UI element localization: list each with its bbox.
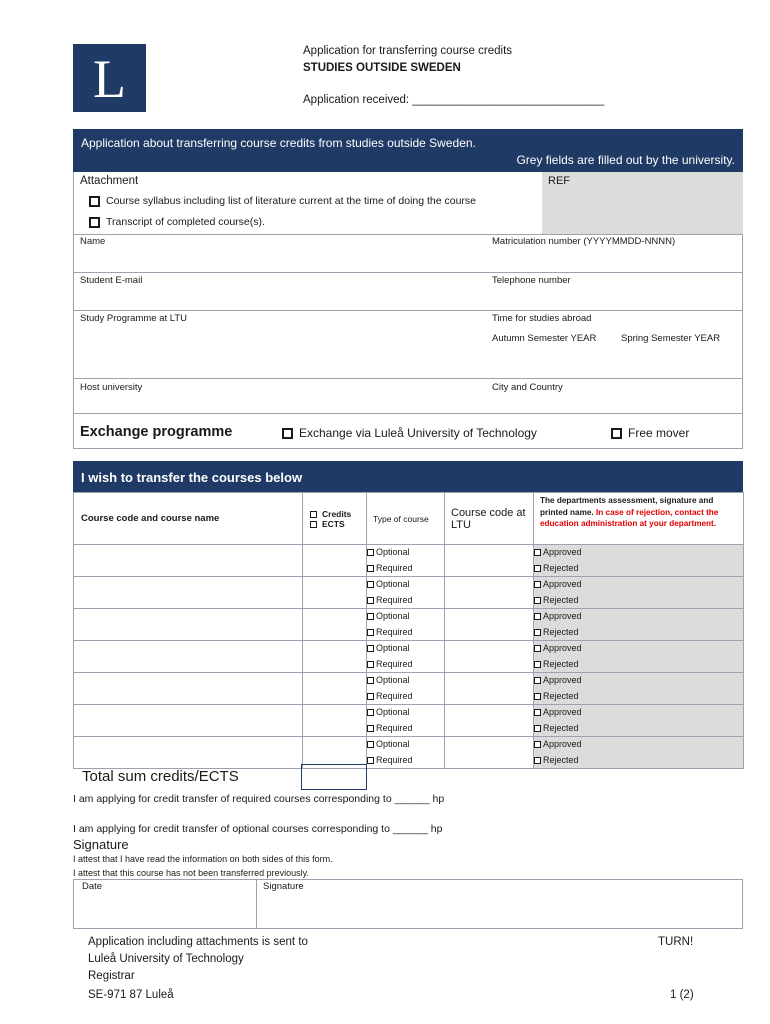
- type-cell: [367, 641, 445, 673]
- page-number: 1 (2): [670, 989, 694, 1001]
- ltu-code-cell[interactable]: [445, 737, 534, 769]
- rejected-option[interactable]: [534, 625, 743, 641]
- checkbox-icon[interactable]: [89, 217, 100, 228]
- checkbox-icon[interactable]: [310, 511, 317, 518]
- attachment-transcript[interactable]: [89, 216, 265, 228]
- section-title: Application about transferring course credits from studies outside Sweden.: [81, 136, 476, 150]
- rejected-option[interactable]: [534, 657, 743, 673]
- grey-fields-note: Grey fields are filled out by the university.: [516, 153, 735, 167]
- exchange-programme-label: Exchange programme: [80, 424, 233, 440]
- footer-registrar: Registrar: [88, 970, 135, 982]
- col-ltu-code: Course code at LTU: [445, 493, 534, 545]
- checkbox-icon[interactable]: [367, 549, 374, 556]
- checkbox-icon[interactable]: [534, 693, 541, 700]
- rejected-option[interactable]: [534, 721, 743, 737]
- course-name-cell[interactable]: [74, 609, 303, 641]
- free-mover-option[interactable]: [611, 426, 689, 440]
- credits-cell[interactable]: [303, 673, 367, 705]
- checkbox-icon[interactable]: [367, 645, 374, 652]
- course-row: [74, 609, 744, 641]
- host-university-field[interactable]: Host university: [80, 382, 143, 393]
- course-row: [74, 641, 744, 673]
- checkbox-icon[interactable]: [534, 613, 541, 620]
- checkbox-icon[interactable]: [367, 613, 374, 620]
- col-ects-label: ECTS: [322, 518, 345, 529]
- autumn-semester[interactable]: Autumn Semester YEAR: [492, 333, 597, 344]
- ltu-code-cell[interactable]: [445, 641, 534, 673]
- exchange-ltu-label: Exchange via Luleå University of Technology: [299, 426, 537, 440]
- course-name-cell[interactable]: [74, 577, 303, 609]
- optional-option[interactable]: [367, 705, 444, 721]
- checkbox-icon[interactable]: [367, 725, 374, 732]
- type-cell: [367, 609, 445, 641]
- checkbox-icon[interactable]: [367, 677, 374, 684]
- approved-option[interactable]: [534, 673, 743, 689]
- approved-label: Approved: [543, 675, 582, 685]
- approved-option[interactable]: [534, 609, 743, 625]
- ref-field: [542, 172, 743, 234]
- checkbox-icon[interactable]: [611, 428, 622, 439]
- attachment-syllabus[interactable]: [89, 195, 476, 207]
- signature-box: [73, 879, 743, 929]
- checkbox-icon[interactable]: [367, 741, 374, 748]
- col-assessment: [534, 493, 744, 545]
- checkbox-icon[interactable]: [534, 741, 541, 748]
- approved-option[interactable]: [534, 545, 743, 561]
- checkbox-icon[interactable]: [534, 597, 541, 604]
- optional-option[interactable]: [367, 737, 444, 753]
- approved-label: Approved: [543, 707, 582, 717]
- approved-option[interactable]: [534, 641, 743, 657]
- course-row: [74, 577, 744, 609]
- turn-note: TURN!: [658, 936, 694, 948]
- type-cell: [367, 673, 445, 705]
- application-received: Application received: ______________________________: [303, 94, 605, 106]
- programme-field[interactable]: Study Programme at LTU: [80, 313, 188, 324]
- optional-label: Optional: [376, 643, 410, 653]
- optional-option[interactable]: [367, 673, 444, 689]
- rejected-label: Rejected: [543, 722, 579, 733]
- rejected-option[interactable]: [534, 593, 743, 609]
- checkbox-icon[interactable]: [367, 709, 374, 716]
- type-cell: [367, 737, 445, 769]
- checkbox-icon[interactable]: [534, 677, 541, 684]
- approved-label: Approved: [543, 739, 582, 749]
- divider: [73, 310, 743, 311]
- approved-label: Approved: [543, 579, 582, 589]
- checkbox-icon[interactable]: [534, 709, 541, 716]
- type-cell: [367, 577, 445, 609]
- rejected-label: Rejected: [543, 594, 579, 605]
- required-option[interactable]: [367, 689, 444, 705]
- optional-credits-line[interactable]: I am applying for credit transfer of optional courses corresponding to ______ hp: [73, 823, 443, 835]
- signature-field[interactable]: Signature: [263, 881, 304, 892]
- type-cell: [367, 705, 445, 737]
- col-type: Type of course: [367, 493, 445, 545]
- required-label: Required: [376, 626, 413, 637]
- course-row: [74, 545, 744, 577]
- optional-label: Optional: [376, 707, 410, 717]
- attest-read: I attest that I have read the information on both sides of this form.: [73, 854, 333, 864]
- credits-cell[interactable]: [303, 641, 367, 673]
- courses-header-row: [74, 493, 744, 545]
- optional-label: Optional: [376, 675, 410, 685]
- form-title: Application for transferring course credits: [303, 45, 513, 57]
- course-row: [74, 705, 744, 737]
- checkbox-icon[interactable]: [534, 645, 541, 652]
- checkbox-icon[interactable]: [367, 661, 374, 668]
- approved-option[interactable]: [534, 577, 743, 593]
- rejected-label: Rejected: [543, 658, 579, 669]
- rejected-option[interactable]: [534, 689, 743, 705]
- credits-cell[interactable]: [303, 577, 367, 609]
- assessment-warning: In case of rejection, contact the education administration at your department.: [540, 507, 719, 528]
- course-name-cell[interactable]: [74, 673, 303, 705]
- divider: [256, 879, 257, 929]
- checkbox-icon[interactable]: [534, 757, 541, 764]
- approved-option[interactable]: [534, 705, 743, 721]
- type-cell: [367, 545, 445, 577]
- ltu-code-cell[interactable]: [445, 609, 534, 641]
- email-field[interactable]: Student E-mail: [80, 275, 143, 286]
- checkbox-icon[interactable]: [367, 757, 374, 764]
- credits-cell[interactable]: [303, 609, 367, 641]
- assessment-cell: [534, 673, 744, 705]
- checkbox-icon[interactable]: [534, 565, 541, 572]
- checkbox-icon[interactable]: [367, 693, 374, 700]
- checkbox-icon[interactable]: [367, 581, 374, 588]
- checkbox-icon[interactable]: [534, 725, 541, 732]
- date-field[interactable]: Date: [82, 881, 103, 892]
- divider: [73, 234, 743, 235]
- optional-label: Optional: [376, 739, 410, 749]
- col-course-name: Course code and course name: [74, 493, 303, 545]
- approved-label: Approved: [543, 611, 582, 621]
- checkbox-icon[interactable]: [282, 428, 293, 439]
- required-option[interactable]: [367, 561, 444, 577]
- telephone-field[interactable]: Telephone number: [492, 275, 571, 286]
- divider: [73, 413, 743, 414]
- course-name-cell[interactable]: [74, 705, 303, 737]
- courses-title: I wish to transfer the courses below: [81, 470, 303, 485]
- col-credits: [303, 493, 367, 545]
- footer-university: Luleå University of Technology: [88, 953, 244, 965]
- required-label: Required: [376, 562, 413, 573]
- optional-option[interactable]: [367, 641, 444, 657]
- ltu-code-cell[interactable]: [445, 673, 534, 705]
- assessment-cell: [534, 641, 744, 673]
- approved-label: Approved: [543, 547, 582, 557]
- required-label: Required: [376, 754, 413, 765]
- attest-not-transferred: I attest that this course has not been transferred previously.: [73, 868, 309, 878]
- assessment-cell: [534, 609, 744, 641]
- course-row: [74, 673, 744, 705]
- required-label: Required: [376, 594, 413, 605]
- col-credits-label: Credits: [322, 508, 352, 519]
- matriculation-field[interactable]: Matriculation number (YYYYMMDD-NNNN): [492, 236, 676, 247]
- course-row: [74, 737, 744, 769]
- checkbox-icon[interactable]: [367, 629, 374, 636]
- checkbox-icon[interactable]: [534, 661, 541, 668]
- course-name-cell[interactable]: [74, 737, 303, 769]
- footer-sent-to: Application including attachments is sent to: [88, 936, 308, 948]
- required-option[interactable]: [367, 721, 444, 737]
- required-option[interactable]: [367, 593, 444, 609]
- time-abroad-label: Time for studies abroad: [492, 313, 592, 324]
- required-option[interactable]: [367, 657, 444, 673]
- required-label: Required: [376, 690, 413, 701]
- rejected-label: Rejected: [543, 562, 579, 573]
- attachment-transcript-label: Transcript of completed course(s).: [106, 216, 265, 228]
- signature-heading: Signature: [73, 837, 129, 852]
- attachment-label: Attachment: [80, 175, 139, 187]
- rejected-label: Rejected: [543, 690, 579, 701]
- total-credits-label: Total sum credits/ECTS: [82, 768, 239, 785]
- credits-cell[interactable]: [303, 705, 367, 737]
- checkbox-icon[interactable]: [89, 196, 100, 207]
- required-label: Required: [376, 658, 413, 669]
- optional-option[interactable]: [367, 545, 444, 561]
- free-mover-label: Free mover: [628, 426, 690, 440]
- section-header: [73, 129, 743, 172]
- required-credits-line[interactable]: I am applying for credit transfer of required courses corresponding to ______ hp: [73, 793, 445, 805]
- form-subtitle: STUDIES OUTSIDE SWEDEN: [303, 62, 461, 74]
- total-credits-field[interactable]: [301, 764, 367, 790]
- assessment-cell: [534, 577, 744, 609]
- name-field[interactable]: Name: [80, 236, 106, 247]
- footer-address: SE-971 87 Luleå: [88, 989, 174, 1001]
- checkbox-icon[interactable]: [367, 597, 374, 604]
- exchange-ltu-option[interactable]: [282, 426, 537, 440]
- optional-option[interactable]: [367, 577, 444, 593]
- checkbox-icon[interactable]: [534, 629, 541, 636]
- spring-semester[interactable]: Spring Semester YEAR: [621, 333, 721, 344]
- optional-label: Optional: [376, 547, 410, 557]
- logo-letter: L: [93, 49, 126, 109]
- required-option[interactable]: [367, 625, 444, 641]
- rejected-label: Rejected: [543, 626, 579, 637]
- ltu-code-cell[interactable]: [445, 577, 534, 609]
- ref-label: REF: [548, 175, 570, 187]
- assessment-text: The departments assessment, signature and printed name.: [540, 496, 714, 517]
- university-logo: [73, 44, 146, 112]
- approved-option[interactable]: [534, 737, 743, 753]
- checkbox-icon[interactable]: [534, 549, 541, 556]
- divider: [73, 378, 743, 379]
- checkbox-icon[interactable]: [534, 581, 541, 588]
- rejected-option[interactable]: [534, 753, 743, 769]
- attachment-syllabus-label: Course syllabus including list of literature current at the time of doing the course: [106, 195, 477, 207]
- course-name-cell[interactable]: [74, 545, 303, 577]
- assessment-cell: [534, 737, 744, 769]
- credits-cell[interactable]: [303, 545, 367, 577]
- divider: [73, 272, 743, 273]
- assessment-cell: [534, 705, 744, 737]
- approved-label: Approved: [543, 643, 582, 653]
- rejected-label: Rejected: [543, 754, 579, 765]
- courses-table: [73, 492, 744, 769]
- assessment-cell: [534, 545, 744, 577]
- optional-option[interactable]: [367, 609, 444, 625]
- required-option[interactable]: [367, 753, 444, 769]
- courses-header: [73, 461, 743, 492]
- ltu-code-cell[interactable]: [445, 545, 534, 577]
- checkbox-icon[interactable]: [310, 521, 317, 528]
- optional-label: Optional: [376, 579, 410, 589]
- optional-label: Optional: [376, 611, 410, 621]
- checkbox-icon[interactable]: [367, 565, 374, 572]
- ltu-code-cell[interactable]: [445, 705, 534, 737]
- required-label: Required: [376, 722, 413, 733]
- course-name-cell[interactable]: [74, 641, 303, 673]
- rejected-option[interactable]: [534, 561, 743, 577]
- city-country-field[interactable]: City and Country: [492, 382, 563, 393]
